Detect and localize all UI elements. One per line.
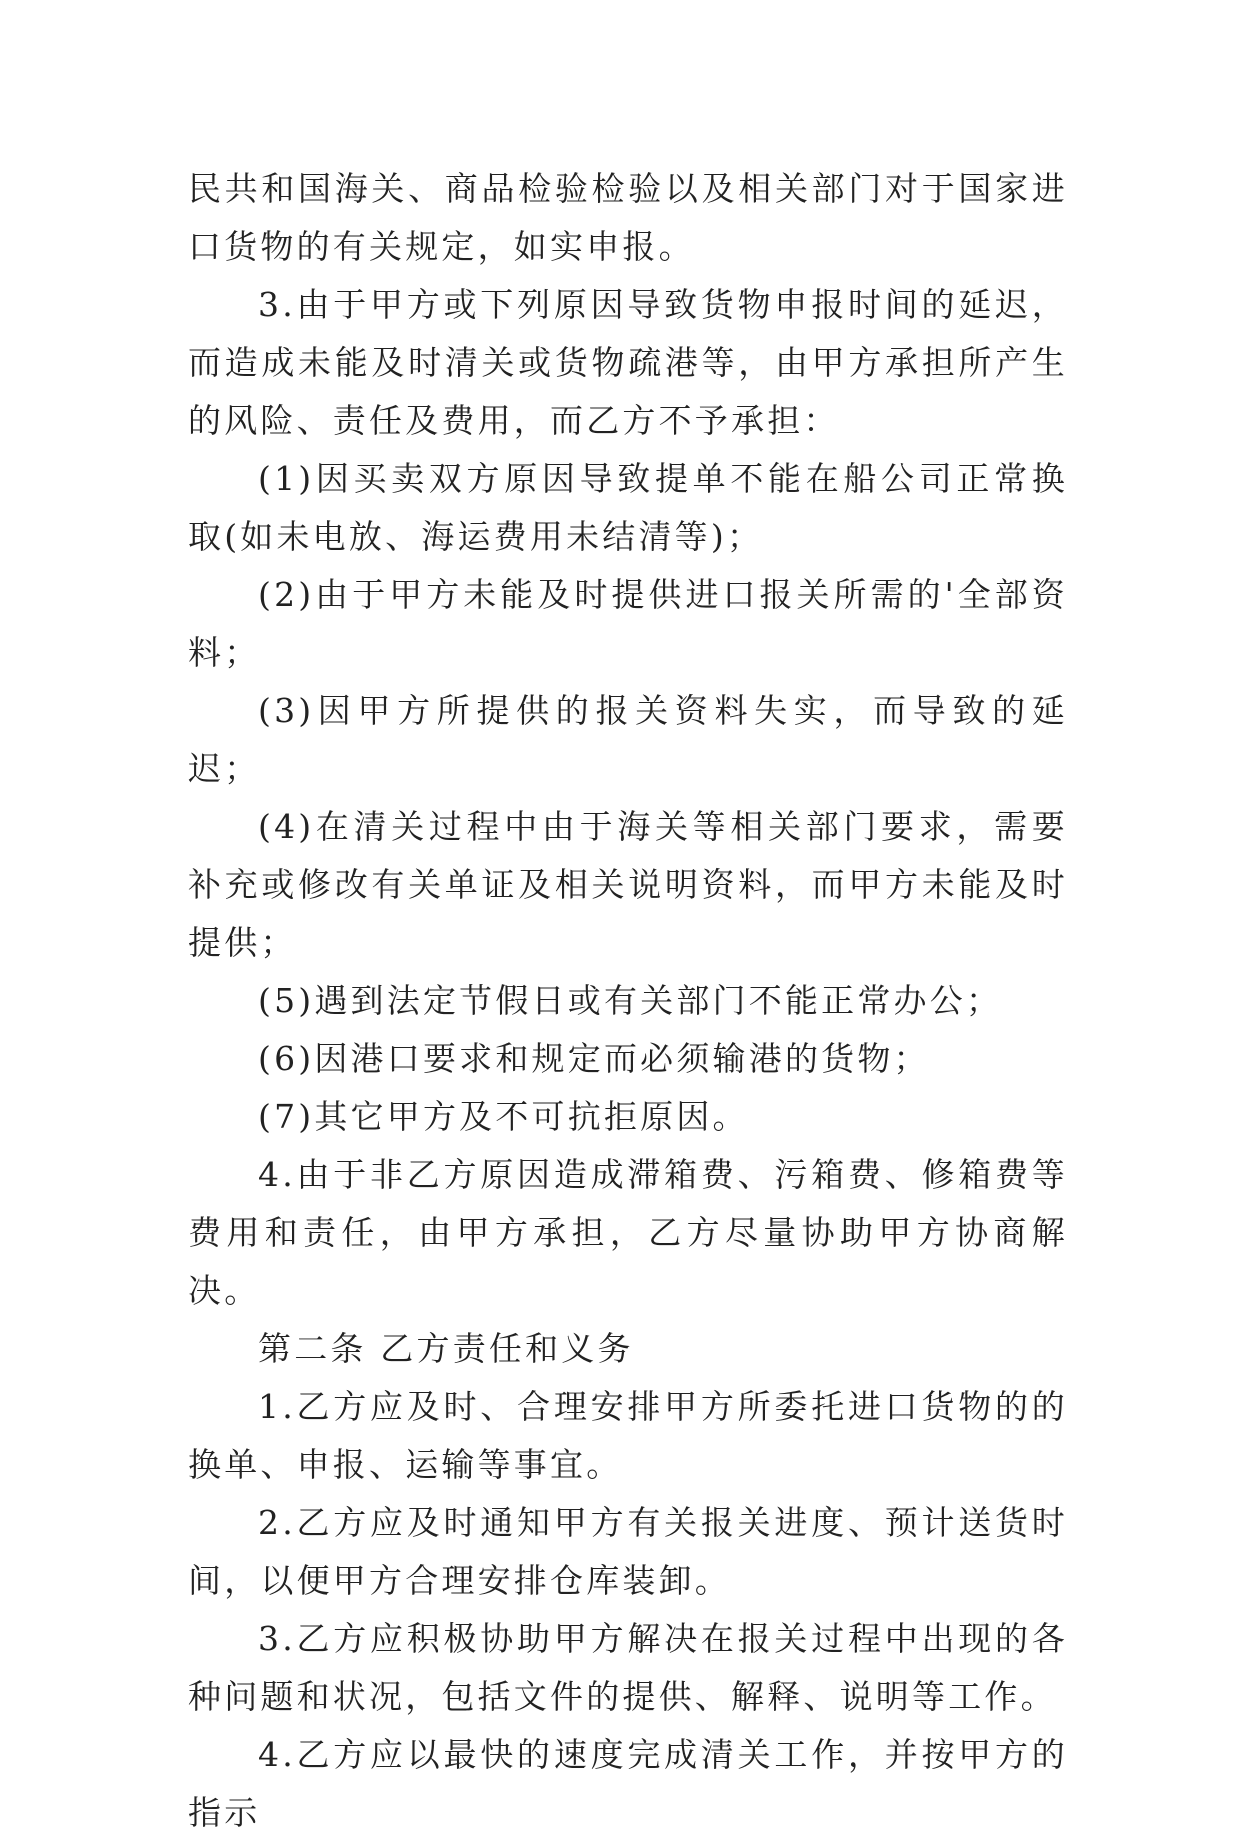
paragraph-item-3: (3)因甲方所提供的报关资料失实，而导致的延迟；	[188, 691, 1068, 788]
paragraph-item-6: (6)因港口要求和规定而必须输港的货物；	[258, 1039, 930, 1078]
paragraph-item-2: (2)由于甲方未能及时提供进口报关所需的'全部资料；	[188, 575, 1068, 672]
paragraph-clause-4: 4.由于非乙方原因造成滞箱费、污箱费、修箱费等费用和责任，由甲方承担，乙方尽量协助甲方协商解决。	[188, 1155, 1068, 1310]
paragraph-item-5: (5)遇到法定节假日或有关部门不能正常办公；	[258, 981, 1003, 1020]
paragraph-item-4: (4)在清关过程中由于海关等相关部门要求，需要补充或修改有关单证及相关说明资料，而甲方未能及时提供；	[188, 807, 1068, 962]
document-body	[188, 160, 1068, 1842]
paragraph-b-clause-2: 2.乙方应及时通知甲方有关报关进度、预计送货时间，以便甲方合理安排仓库装卸。	[188, 1503, 1068, 1600]
paragraph-item-7: (7)其它甲方及不可抗拒原因。	[258, 1097, 749, 1136]
paragraph-continuation: 民共和国海关、商品检验检验以及相关部门对于国家进口货物的有关规定，如实申报。	[188, 169, 1068, 266]
paragraph-item-1: (1)因买卖双方原因导致提单不能在船公司正常换取(如未电放、海运费用未结清等)；	[188, 459, 1068, 556]
section-heading-article-2: 第二条 乙方责任和义务	[258, 1329, 634, 1368]
paragraph-b-clause-3: 3.乙方应积极协助甲方解决在报关过程中出现的各种问题和状况，包括文件的提供、解释、说明等工作。	[188, 1619, 1068, 1716]
paragraph-clause-3: 3.由于甲方或下列原因导致货物申报时间的延迟，而造成未能及时清关或货物疏港等，由甲方承担所产生的风险、责任及费用，而乙方不予承担：	[188, 285, 1068, 440]
paragraph-b-clause-4: 4.乙方应以最快的速度完成清关工作，并按甲方的指示	[188, 1735, 1068, 1832]
paragraph-b-clause-1: 1.乙方应及时、合理安排甲方所委托进口货物的的换单、申报、运输等事宜。	[188, 1387, 1068, 1484]
